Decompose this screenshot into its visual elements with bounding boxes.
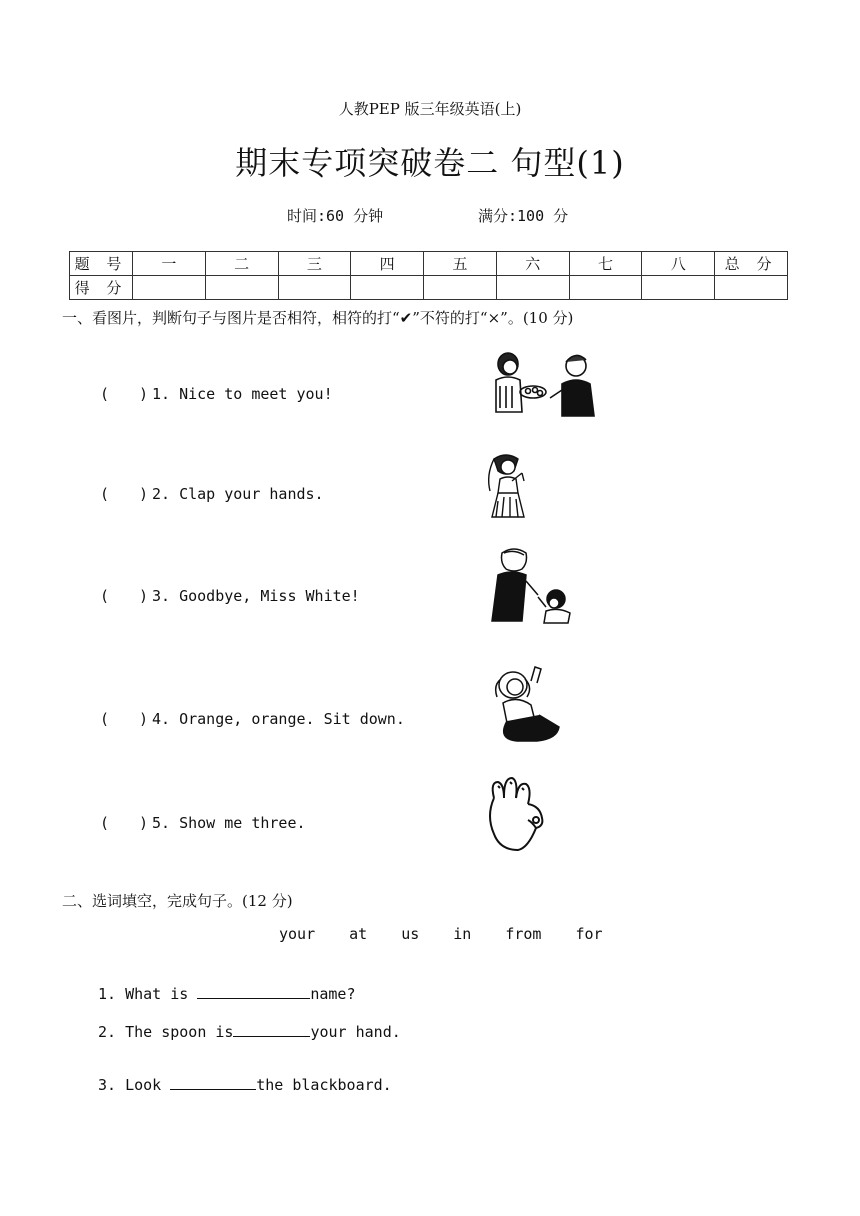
hand-three-fingers-icon [484, 776, 554, 856]
question-text: 2. Clap your hands. [152, 485, 324, 503]
fill-blank-item [98, 1022, 401, 1041]
table-cell: 五 [424, 252, 497, 276]
score-input-cell[interactable] [133, 276, 206, 300]
question-text: 4. Orange, orange. Sit down. [152, 710, 405, 728]
score-input-cell[interactable] [715, 276, 788, 300]
table-cell: 六 [496, 252, 569, 276]
answer-parentheses[interactable]: ( ) [100, 587, 149, 605]
exam-time: 时间:60 分钟 [287, 207, 384, 225]
answer-blank[interactable] [197, 984, 310, 999]
girl-clapping-icon [484, 451, 540, 521]
word-option: for [575, 925, 603, 943]
score-input-cell[interactable] [424, 276, 497, 300]
fill-blank-item [98, 1075, 392, 1094]
table-cell: 四 [351, 252, 424, 276]
table-cell: 得 分 [70, 276, 133, 300]
score-table-header-row [70, 252, 788, 276]
sentence-suffix: your hand. [310, 1023, 401, 1041]
question-item [100, 585, 360, 606]
score-input-cell[interactable] [351, 276, 424, 300]
question-item [100, 483, 324, 504]
teacher-and-boy-waving-icon [488, 545, 578, 625]
question-text: 3. Goodbye, Miss White! [152, 587, 360, 605]
paper-subtitle: 人教PEP 版三年级英语(上) [338, 100, 522, 118]
word-option: from [505, 925, 542, 943]
word-option: us [401, 925, 420, 943]
sentence-prefix: 1. What is [98, 985, 198, 1003]
word-bank [279, 925, 603, 943]
table-cell: 七 [569, 252, 642, 276]
table-cell: 总 分 [715, 252, 788, 276]
answer-parentheses[interactable]: ( ) [100, 485, 149, 503]
score-table [69, 251, 788, 300]
table-cell: 三 [278, 252, 351, 276]
sentence-prefix: 3. Look [98, 1076, 171, 1094]
sentence-suffix: the blackboard. [256, 1076, 392, 1094]
girl-sitting-icon [487, 665, 567, 745]
question-item [100, 812, 306, 833]
section-2-heading: 二、选词填空，完成句子。(12 分) [62, 892, 293, 910]
score-table-score-row [70, 276, 788, 300]
table-cell: 一 [133, 252, 206, 276]
question-item [100, 708, 405, 729]
score-input-cell[interactable] [496, 276, 569, 300]
full-score: 满分:100 分 [478, 207, 569, 225]
two-people-greeting-icon [488, 350, 600, 420]
word-option: in [453, 925, 472, 943]
sentence-suffix: name? [310, 985, 356, 1003]
table-cell: 题 号 [70, 252, 133, 276]
word-option: at [349, 925, 368, 943]
answer-blank[interactable] [170, 1075, 256, 1090]
question-text: 5. Show me three. [152, 814, 306, 832]
sentence-prefix: 2. The spoon is [98, 1023, 234, 1041]
score-input-cell[interactable] [642, 276, 715, 300]
table-cell: 八 [642, 252, 715, 276]
paper-title: 期末专项突破卷二 句型(1) [235, 144, 625, 182]
answer-parentheses[interactable]: ( ) [100, 385, 149, 403]
score-input-cell[interactable] [569, 276, 642, 300]
word-option: your [279, 925, 316, 943]
section-1-heading: 一、看图片，判断句子与图片是否相符，相符的打“✔”不符的打“×”。(10 分) [62, 309, 574, 327]
score-input-cell[interactable] [278, 276, 351, 300]
question-text: 1. Nice to meet you! [152, 385, 333, 403]
answer-parentheses[interactable]: ( ) [100, 814, 149, 832]
fill-blank-item [98, 984, 356, 1003]
table-cell: 二 [205, 252, 278, 276]
score-input-cell[interactable] [205, 276, 278, 300]
question-item [100, 383, 333, 404]
answer-parentheses[interactable]: ( ) [100, 710, 149, 728]
answer-blank[interactable] [233, 1022, 310, 1037]
